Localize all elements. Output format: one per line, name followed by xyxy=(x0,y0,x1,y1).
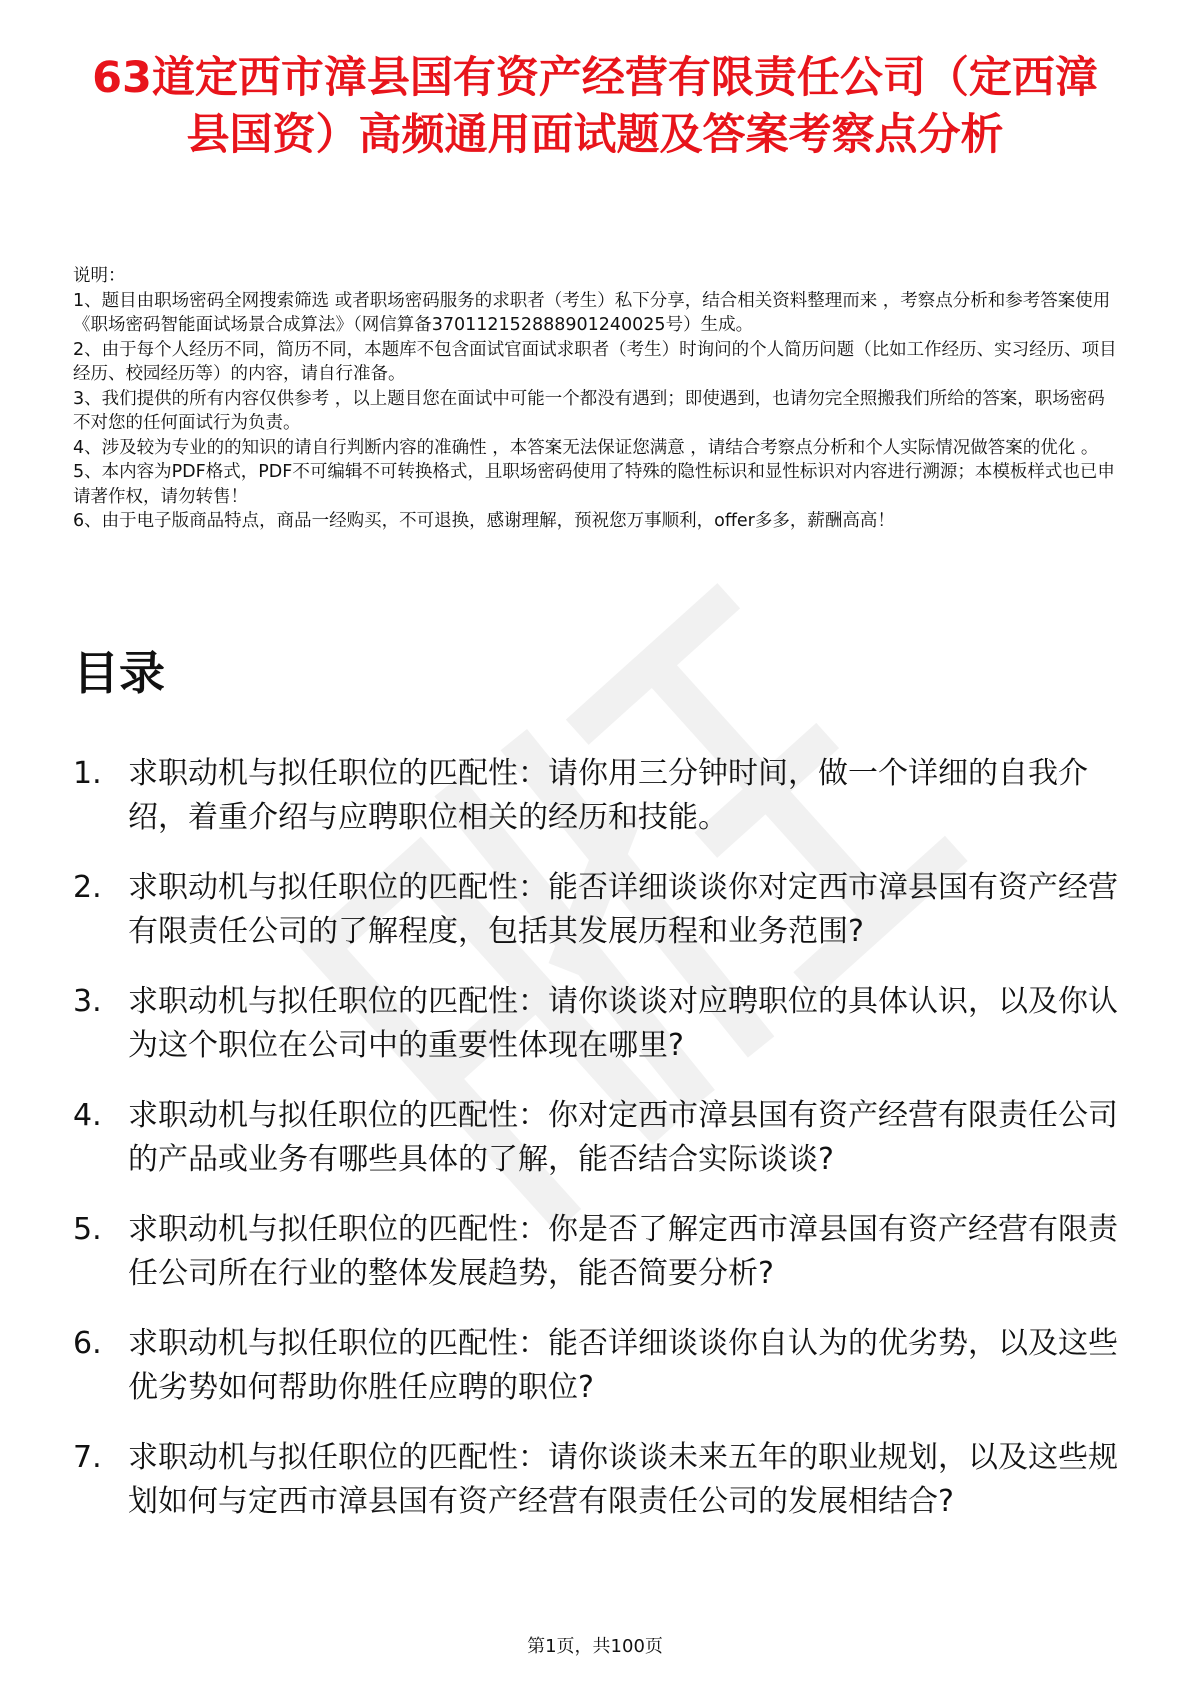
toc-heading: 目录 xyxy=(73,646,165,700)
toc-item-text: 求职动机与拟任职位的匹配性：请你用三分钟时间，做一个详细的自我介绍，着重介绍与应聘职位相关的经历和技能。 xyxy=(128,756,1088,835)
toc-item[interactable] xyxy=(73,980,1118,1068)
toc-item[interactable] xyxy=(73,1322,1118,1410)
toc-item-text: 求职动机与拟任职位的匹配性：请你谈谈未来五年的职业规划，以及这些规划如何与定西市漳县国有资产经营有限责任公司的发展相结合? xyxy=(128,1440,1118,1519)
note-item: 5、本内容为PDF格式，PDF不可编辑不可转换格式，且职场密码使用了特殊的隐性标识和显性标识对内容进行溯源；本模板样式也已申请著作权，请勿转售！ xyxy=(73,462,1115,507)
toc-item-text: 求职动机与拟任职位的匹配性：请你谈谈对应聘职位的具体认识，以及你认为这个职位在公司中的重要性体现在哪里? xyxy=(128,984,1118,1063)
toc-item-number: 6. xyxy=(73,1326,102,1361)
toc-item-text: 求职动机与拟任职位的匹配性：能否详细谈谈你自认为的优劣势，以及这些优劣势如何帮助你胜任应聘的职位? xyxy=(128,1326,1118,1405)
notes-heading: 说明： xyxy=(73,266,126,286)
toc-item-number: 7. xyxy=(73,1440,102,1475)
toc-item-text: 求职动机与拟任职位的匹配性：能否详细谈谈你对定西市漳县国有资产经营有限责任公司的了解程度，包括其发展历程和业务范围? xyxy=(128,870,1118,949)
toc-item-text: 求职动机与拟任职位的匹配性：你是否了解定西市漳县国有资产经营有限责任公司所在行业的整体发展趋势，能否简要分析? xyxy=(128,1212,1118,1291)
document-title: 63道定西市漳县国有资产经营有限责任公司（定西漳县国资）高频通用面试题及答案考察点分析 xyxy=(92,53,1098,160)
notes-section xyxy=(73,264,1118,534)
toc-item[interactable] xyxy=(73,1436,1118,1524)
toc-item[interactable] xyxy=(73,1208,1118,1296)
note-item: 6、由于电子版商品特点，商品一经购买，不可退换，感谢理解，预祝您万事顺利，offer多多，薪酬高高！ xyxy=(73,511,895,531)
note-item: 2、由于每个人经历不同，简历不同，本题库不包含面试官面试求职者（考生）时询问的个人简历问题（比如工作经历、实习经历、项目经历、校园经历等）的内容，请自行准备。 xyxy=(73,339,1117,384)
page-footer: 第1页，共100页 xyxy=(527,1636,663,1657)
toc-item-number: 1. xyxy=(73,756,102,791)
note-item: 3、我们提供的所有内容仅供参考 ，以上题目您在面试中可能一个都没有遇到；即使遇到，也请勿完全照搬我们所给的答案，职场密码不对您的任何面试行为负责。 xyxy=(73,388,1105,433)
toc-item-number: 5. xyxy=(73,1212,102,1247)
toc-item[interactable] xyxy=(73,752,1118,840)
toc-item-text: 求职动机与拟任职位的匹配性：你对定西市漳县国有资产经营有限责任公司的产品或业务有哪些具体的了解，能否结合实际谈谈? xyxy=(128,1098,1118,1177)
toc-item-number: 4. xyxy=(73,1098,102,1133)
toc-item-number: 3. xyxy=(73,984,102,1019)
toc-item-number: 2. xyxy=(73,870,102,905)
toc-list xyxy=(73,752,1118,1550)
note-item: 1、题目由职场密码全网搜索筛选 或者职场密码服务的求职者（考生）私下分享，结合相关资料整理而来 ，考察点分析和参考答案使用《职场密码智能面试场景合成算法》（网信算备370112152888901240025号）生成。 xyxy=(73,290,1111,335)
toc-item[interactable] xyxy=(73,866,1118,954)
toc-item[interactable] xyxy=(73,1094,1118,1182)
note-item: 4、涉及较为专业的的知识的请自行判断内容的准确性 ，本答案无法保证您满意 ，请结合考察点分析和个人实际情况做答案的优化 。 xyxy=(73,437,1099,458)
